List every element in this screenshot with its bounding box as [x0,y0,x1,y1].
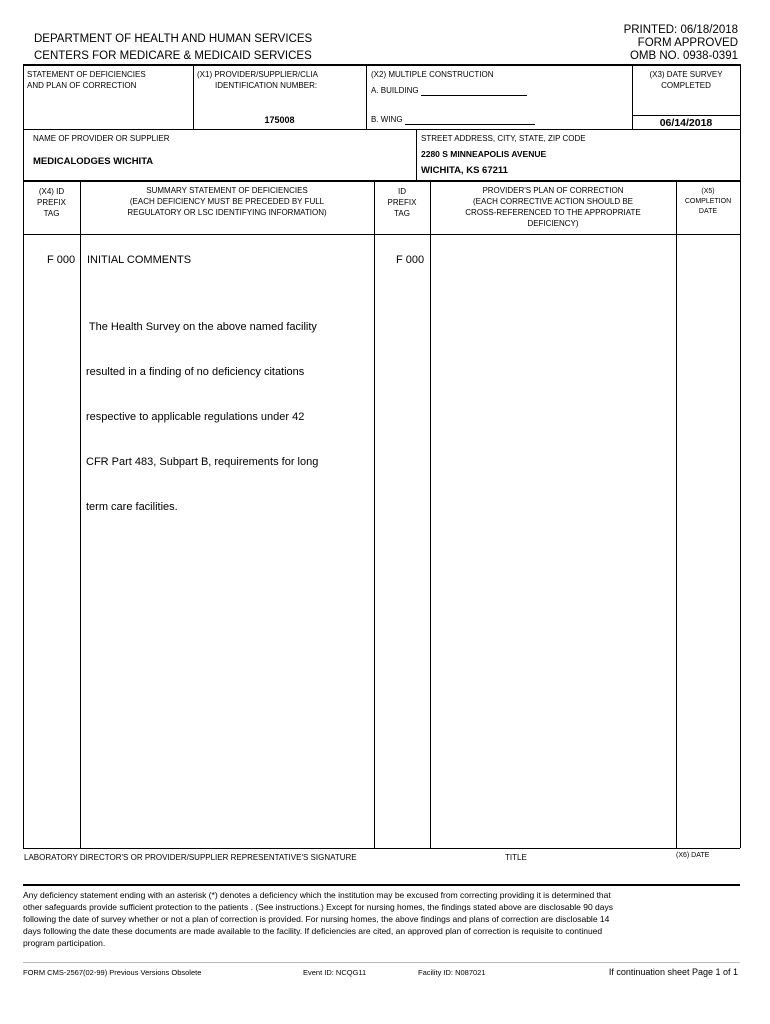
correction-tag: F 000 [396,254,425,266]
signature-label: LABORATORY DIRECTOR'S OR PROVIDER/SUPPLIER REPRESENTATIVE'S SIGNATURE [24,853,357,862]
form-number: FORM CMS-2567(02-99) Previous Versions Obsolete [23,968,202,977]
address-label: STREET ADDRESS, CITY, STATE, ZIP CODE [421,134,586,143]
provider-name-label: NAME OF PROVIDER OR SUPPLIER [33,134,170,143]
completion-header: (X5) COMPLETION DATE [684,188,732,215]
comments-text [86,290,318,530]
comment-line: respective to applicable regulations under 42 [86,411,305,423]
omb-number: OMB NO. 0938-0391 [629,50,738,62]
city-state-zip: WICHITA, KS 67211 [421,165,508,176]
x4-header: (X4) ID PREFIX TAG [37,187,66,218]
x3-label: (X3) DATE SURVEY COMPLETED [649,70,723,90]
comment-line: CFR Part 483, Subpart B, requirements for long [86,456,319,468]
id-prefix-header: ID PREFIX TAG [387,187,417,218]
event-id: Event ID: NCQG11 [303,968,367,977]
comment-line: term care facilities. [86,501,178,513]
disclosure-notice: Any deficiency statement ending with an asterisk (*) denotes a deficiency which the institution may be excused from correcting providing it is determined that other safeguards provide sufficient protection to the patients . (See instructions.) Except for nursing homes, the findings stated above are disclosable 90 days following the date of survey whether or not a plan of correction is provided. For nursing homes, the above findings and plans of correction are disclosable 14 days following the date these documents are made available to the facility. If deficiencies are cited, an approved plan of correction is requisite to continued program participation. [23,890,613,948]
statement-label: STATEMENT OF DEFICIENCIES AND PLAN OF CORRECTION [27,70,146,90]
agency-name: DEPARTMENT OF HEALTH AND HUMAN SERVICES [34,33,313,45]
comment-line: The Health Survey on the above named facility [86,321,317,333]
street-address: 2280 S MINNEAPOLIS AVENUE [421,149,547,159]
printed-date: PRINTED: 06/18/2018 [623,24,738,36]
provider-name: MEDICALODGES WICHITA [33,156,154,167]
survey-date: 06/14/2018 [659,117,713,129]
comments-heading: INITIAL COMMENTS [87,254,192,266]
agency-subname: CENTERS FOR MEDICARE & MEDICAID SERVICES [34,50,312,62]
facility-id: Facility ID: N087021 [418,968,486,977]
plan-header: PROVIDER'S PLAN OF CORRECTION (EACH CORRECTIVE ACTION SHOULD BE CROSS-REFERENCED TO THE APPROPRIATE DEFICIENCY) [465,186,641,228]
summary-header: SUMMARY STATEMENT OF DEFICIENCIES (EACH DEFICIENCY MUST BE PRECEDED BY FULL REGULATORY OR LSC IDENTIFYING INFORMATION) [127,186,327,217]
x6-date-label: (X6) DATE [676,852,710,859]
form-approved: FORM APPROVED [637,37,738,49]
provider-id-number: 175008 [264,115,295,125]
building-field: A. BUILDING [371,85,527,96]
wing-field: B. WING [371,114,535,125]
x1-label: (X1) PROVIDER/SUPPLIER/CLIA IDENTIFICATION NUMBER: [197,70,318,90]
page-number: If continuation sheet Page 1 of 1 [608,967,738,977]
title-label: TITLE [505,853,527,862]
deficiency-tag: F 000 [47,254,76,266]
x2-label: (X2) MULTIPLE CONSTRUCTION [371,70,494,79]
comment-line: resulted in a finding of no deficiency citations [86,366,305,378]
